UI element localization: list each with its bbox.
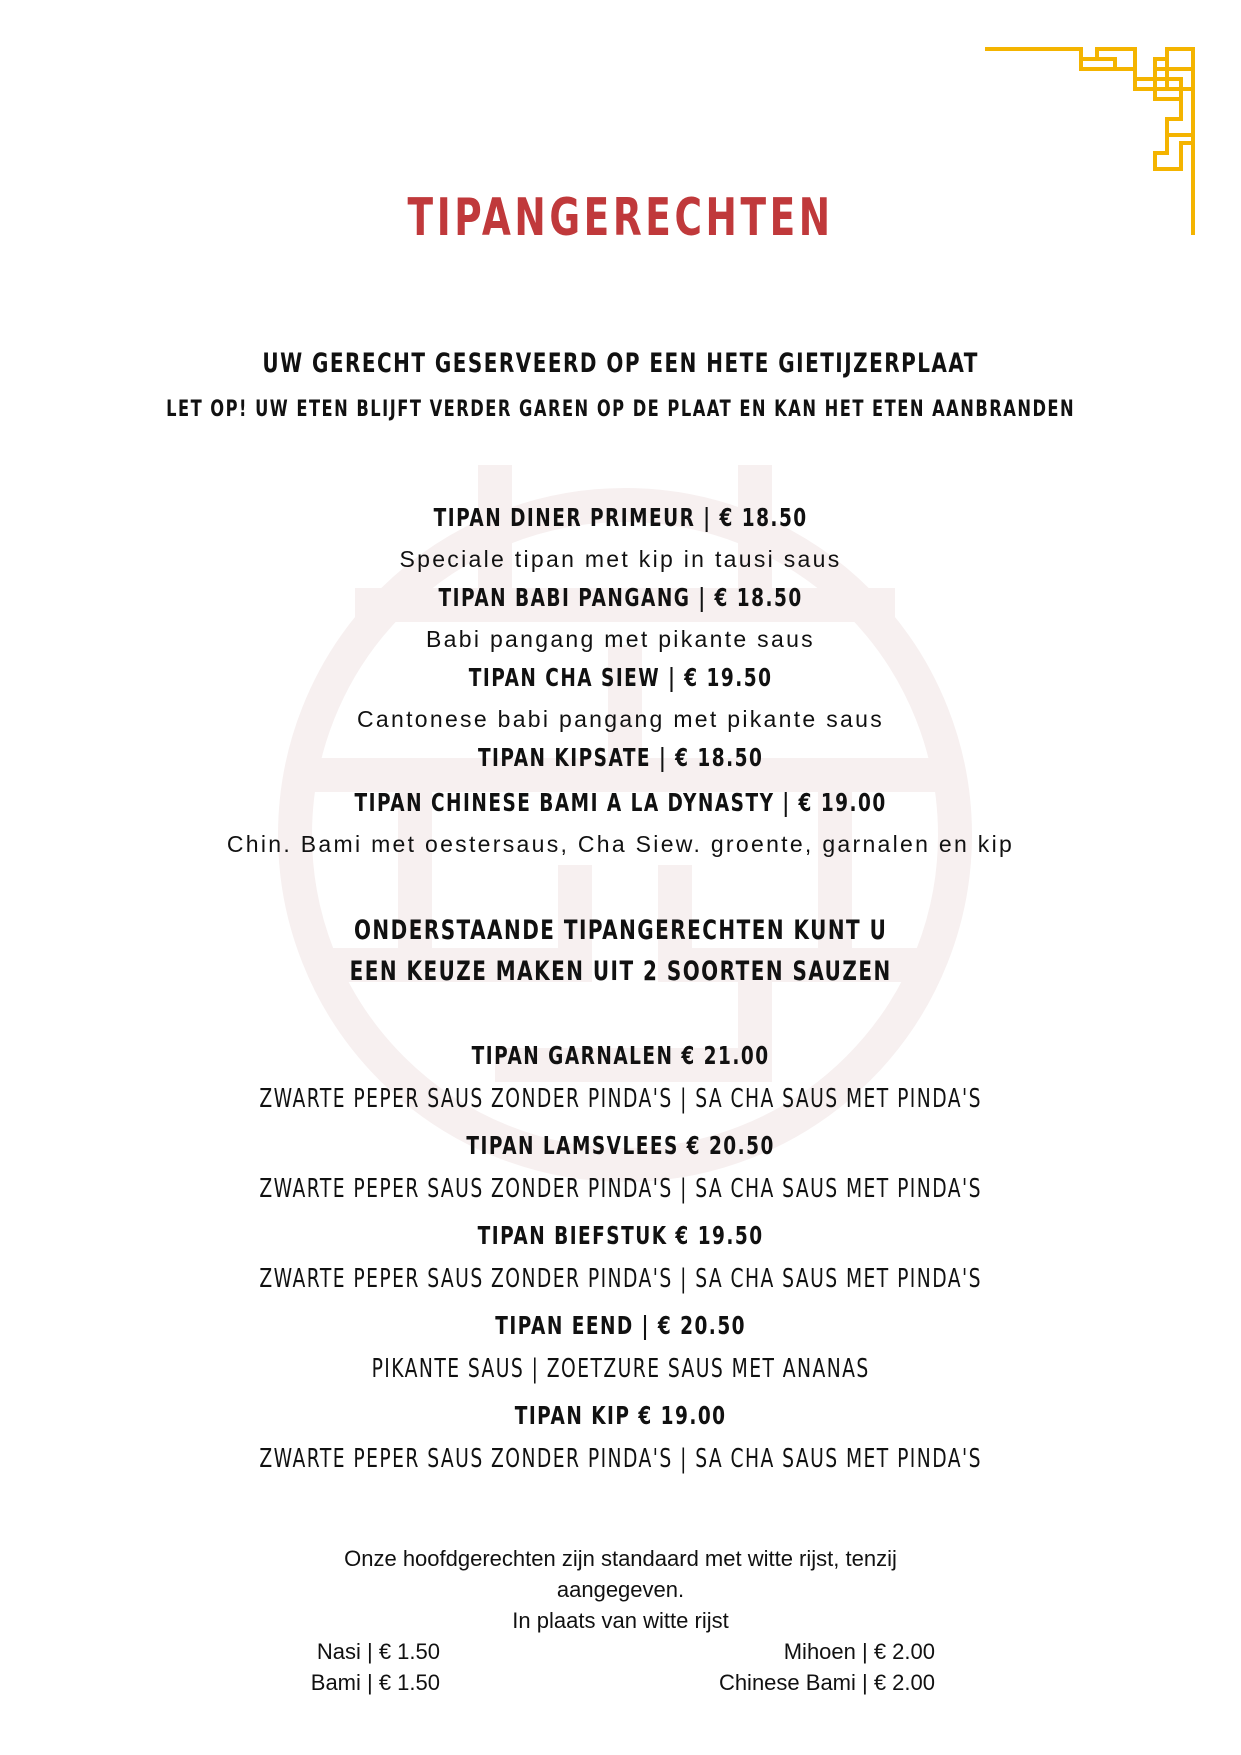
sauce-item-name: TIPAN LAMSVLEES € 20.50 <box>466 1131 775 1160</box>
rice-option: Chinese Bami | € 2.00 <box>718 1670 935 1695</box>
sauce-item-sauces: PIKANTE SAUS | ZOETZURE SAUS MET ANANAS <box>371 1354 870 1384</box>
menu-item-name: TIPAN CHA SIEW | € 19.50 <box>468 663 773 692</box>
menu-item-desc: Babi pangang met pikante saus <box>426 626 815 652</box>
sauce-item-name: TIPAN KIP € 19.00 <box>514 1401 727 1430</box>
menu-item-name: TIPAN CHINESE BAMI A LA DYNASTY | € 19.00 <box>354 788 887 817</box>
sauce-intro-line: EEN KEUZE MAKEN UIT 2 SOORTEN SAUZEN <box>349 956 892 987</box>
menu-item-name: TIPAN DINER PRIMEUR | € 18.50 <box>433 503 808 532</box>
sauce-item-sauces: ZWARTE PEPER SAUS ZONDER PINDA'S | SA CHA SAUS MET PINDA'S <box>259 1174 982 1204</box>
menu-item-desc: Speciale tipan met kip in tausi saus <box>399 546 842 572</box>
menu-item-desc: Cantonese babi pangang met pikante saus <box>356 706 884 732</box>
footer-note: In plaats van witte rijst <box>512 1608 729 1633</box>
sauce-intro-line: ONDERSTAANDE TIPANGERECHTEN KUNT U <box>353 915 888 946</box>
rice-option: Nasi | € 1.50 <box>316 1639 440 1664</box>
menu-item-name: TIPAN KIPSATE | € 18.50 <box>477 743 764 772</box>
menu-item-name: TIPAN BABI PANGANG | € 18.50 <box>438 583 803 612</box>
sauce-item-sauces: ZWARTE PEPER SAUS ZONDER PINDA'S | SA CHA SAUS MET PINDA'S <box>259 1264 982 1294</box>
sauce-item-name: TIPAN BIEFSTUK € 19.50 <box>477 1221 764 1250</box>
sauce-item-name: TIPAN EEND | € 20.50 <box>495 1311 747 1340</box>
menu-subtitle: UW GERECHT GESERVEERD OP EEN HETE GIETIJZERPLAAT <box>262 348 979 379</box>
rice-option: Mihoen | € 2.00 <box>783 1639 935 1664</box>
rice-option: Bami | € 1.50 <box>310 1670 440 1695</box>
menu-title: TIPANGERECHTEN <box>407 188 834 248</box>
menu-item-desc: Chin. Bami met oestersaus, Cha Siew. groente, garnalen en kip <box>226 831 1015 857</box>
footer-note: Onze hoofdgerechten zijn standaard met witte rijst, tenzij <box>344 1546 897 1571</box>
sauce-item-sauces: ZWARTE PEPER SAUS ZONDER PINDA'S | SA CHA SAUS MET PINDA'S <box>259 1444 982 1474</box>
footer-note: aangegeven. <box>556 1577 685 1602</box>
menu-warning: LET OP! UW ETEN BLIJFT VERDER GAREN OP DE PLAAT EN KAN HET ETEN AANBRANDEN <box>166 397 1076 422</box>
sauce-item-name: TIPAN GARNALEN € 21.00 <box>471 1041 770 1070</box>
sauce-item-sauces: ZWARTE PEPER SAUS ZONDER PINDA'S | SA CHA SAUS MET PINDA'S <box>259 1084 982 1114</box>
